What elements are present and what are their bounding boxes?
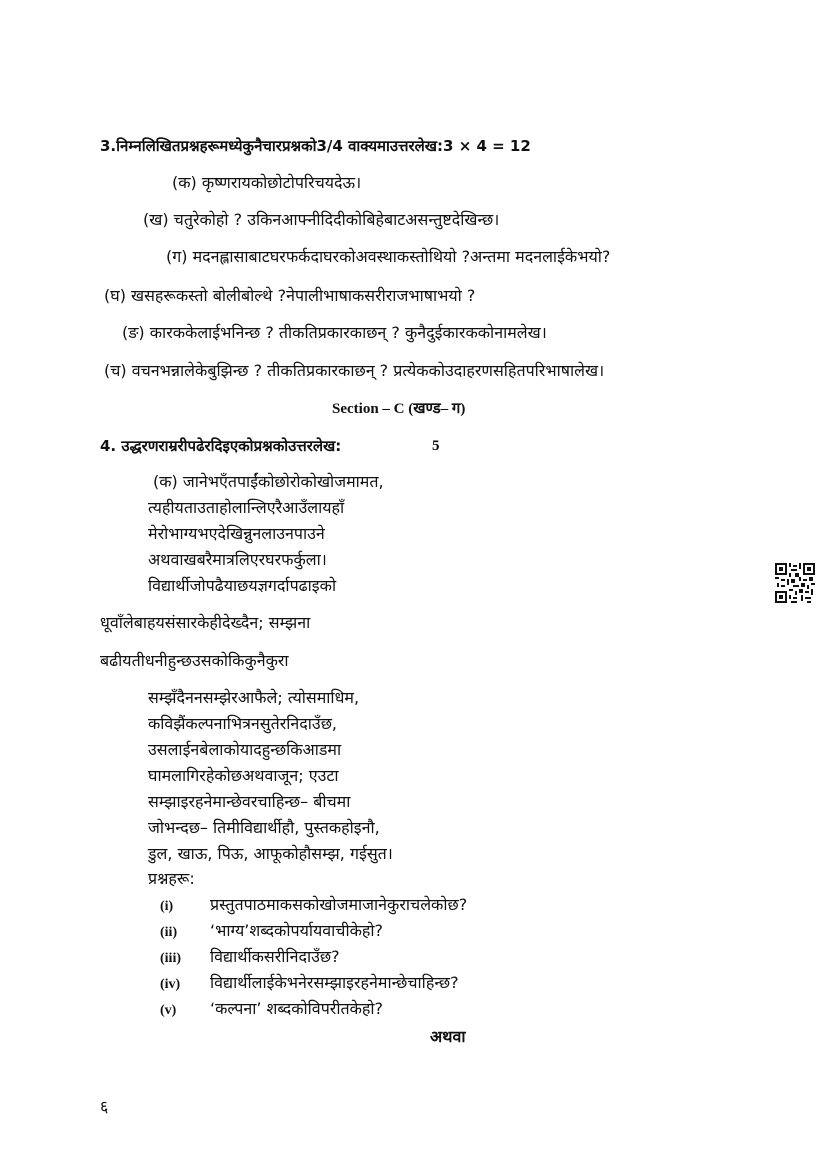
poem-a-line: त्यहीयताउताहोलान्लिएरैआउँलायहाँ: [148, 498, 345, 517]
poem-b-line: जोभन्दछ– तिमीविद्यार्थीहौ, पुस्तकहोइनौ,: [148, 818, 380, 837]
poem-b-line: डुल, खाऊ, पिऊ, आफूकोहौसम्झ, गईसुत।: [148, 844, 393, 863]
poem-b-line: उसलाईनबेलाकोयादहुन्छकिआडमा: [148, 740, 342, 759]
question-item: [160, 973, 459, 995]
question-text: प्रस्तुतपाठमाकसकोखोजमाजानेकुराचलेकोछ?: [210, 895, 468, 914]
question-item: [160, 999, 383, 1021]
or-label: अथवा: [430, 1027, 466, 1046]
poem-a-line: विद्यार्थीजोपढैयाछयज्ञगर्दापढाइको: [148, 576, 337, 595]
question-number: (ii): [160, 925, 178, 940]
poem-b-line: कविझैंकल्पनाभित्रनसुतेरनिदाउँछ,: [148, 714, 338, 733]
qr-code-icon: [775, 563, 815, 603]
q3-item-cha: (च) वचनभन्नालेकेबुझिन्छ ? तीकतिप्रकारकाछन् ? प्रत्येकको‍उदाहरणसहितपरिभाषालेख।: [104, 361, 605, 380]
question-number: (iii): [160, 951, 181, 966]
q4-marks: 5: [432, 438, 440, 454]
question-number: (i): [160, 899, 174, 914]
question-text: ‘भाग्य’शब्दकोपर्यायवाचीकेहो?: [210, 921, 384, 940]
prose-line: बढीयतीधनीहुन्छउसकोकिकुनैकुरा: [100, 651, 289, 670]
poem-b-line: सम्झाइरहनेमान्छेवरचाहिन्छ– बीचमा: [148, 792, 351, 811]
poem-a-line: अथवाखबरैमात्रलिएरघरफर्कुला।: [148, 550, 327, 569]
prose-line: धूवाँलेबाहयसंसारकेहीदेख्दैन; सम्झना: [100, 613, 311, 632]
question-item: [160, 921, 383, 943]
q3-item-ka: (क) कृष्णरायकोछोटोपरिचयदेऊ।: [172, 173, 362, 192]
q3-item-ga: (ग) मदनह्लासाबाटघरफर्कदाघरकोअवस्थाकस्तोथियो ?अन्तमा मदनलाईकेभयो?: [166, 247, 611, 266]
question-text: ‘कल्पना’ शब्दकोविपरीतकेहो?: [210, 999, 384, 1018]
page-number: ६: [100, 1097, 109, 1116]
question-number: (v): [160, 1003, 177, 1018]
q3-item-gha: (घ) खसहरूकस्तो बोलीबोल्थे ?नेपालीभाषाकसरीराजभाषाभयो ?: [104, 286, 476, 305]
poem-b-line: सम्झँदैननसम्झेरआफैले; त्योसमाधिम,: [148, 688, 360, 707]
poem-a-line: (क) जानेभएँतपाईंकोछोरोकोखोजमामत,: [153, 472, 384, 491]
q3-heading: 3.निम्नलिखितप्रश्नहरूमध्येकुनैचारप्रश्नको3/4 वाक्यमाउत्तरलेख:3 × 4 = 12: [100, 137, 531, 155]
section-heading: Section – C (खण्ड– ग): [332, 401, 466, 417]
questions-label: प्रश्नहरू:: [148, 869, 195, 888]
question-text: विद्यार्थीलाईकेभनेरसम्झाइरहनेमान्छेचाहिन्छ?: [210, 973, 459, 992]
poem-b-line: घामलागिरहेकोछअथवाजून; एउटा: [148, 766, 339, 785]
question-number: (iv): [160, 977, 181, 992]
question-item: [160, 895, 467, 917]
question-text: विद्यार्थीकसरीनिदाउँछ?: [210, 947, 340, 966]
question-item: [160, 947, 340, 969]
q3-item-kha: (ख) चतुरेकोहो ? उकिनआफ्नीदिदीकोबिहेबाटअसन्तुष्टदेखिन्छ।: [143, 210, 500, 229]
q3-item-nga: (ङ) कारककेलाईभनिन्छ ? तीकतिप्रकारकाछन् ? कुनैदुईकारककोनामलेख।: [122, 323, 547, 342]
poem-a-line: मेरोभाग्यभएदेखिन्नुनलाउनपाउने: [148, 524, 325, 543]
q4-heading: 4. उद्धरणराम्ररीपढेरदिइएकोप्रश्नकोउत्तरलेख:: [100, 437, 342, 455]
